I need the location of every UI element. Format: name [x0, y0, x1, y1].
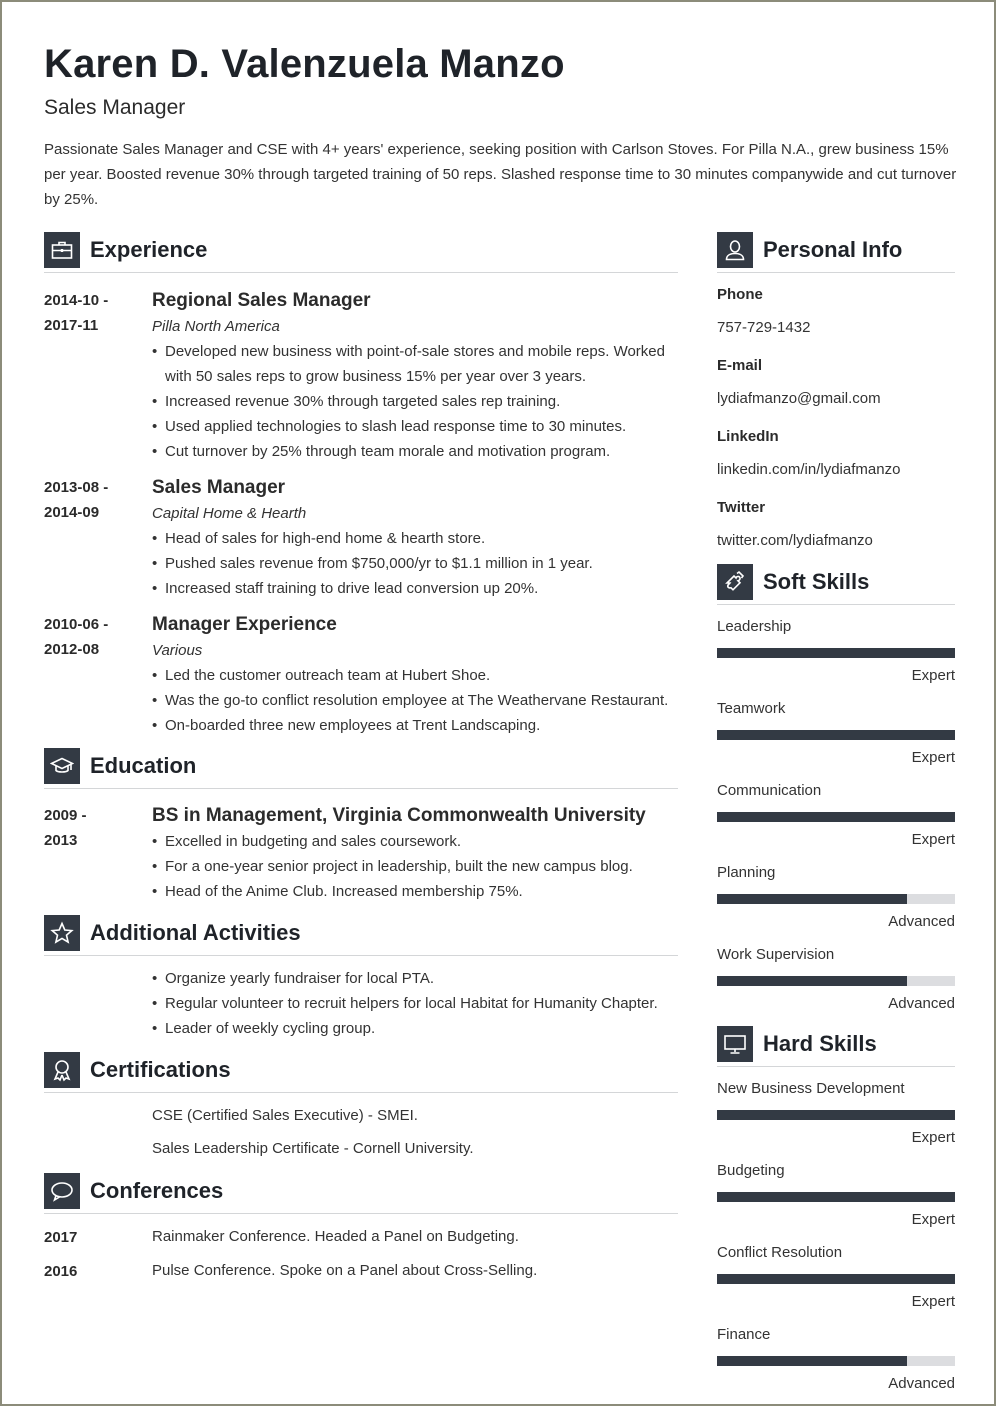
- conferences-title: Conferences: [90, 1177, 224, 1203]
- conferences-section: [44, 1173, 678, 1284]
- summary: Passionate Sales Manager and CSE with 4+ years' experience, seeking position with Carlson Stoves. For Pilla N.A., grew business 15% per year. Boosted revenue 30% through targeted training of 50 reps. Slashed response time to 30 minutes companywide and cut turnover by 25%.: [44, 141, 957, 208]
- activities-entry: [44, 966, 678, 1041]
- phone-value: 757-729-1432: [717, 319, 811, 336]
- experience-title: Experience: [90, 236, 208, 262]
- personal-info-list: [717, 285, 955, 551]
- education-section: [44, 748, 678, 904]
- role-title: Manager Experience: [152, 614, 337, 635]
- skill-level-bar: [717, 1110, 955, 1120]
- skill-row: [717, 945, 955, 1014]
- bullet-item: • Regular volunteer to recruit helpers for local Habitat for Humanity Chapter.: [152, 991, 678, 1016]
- skill-level-label: Advanced: [888, 1375, 955, 1392]
- skill-name: Budgeting: [717, 1162, 785, 1179]
- skill-name: Finance: [717, 1326, 771, 1343]
- hard-skills-header: [717, 1026, 955, 1067]
- star-icon: [44, 915, 80, 951]
- entry-date: [44, 474, 152, 601]
- award-ribbon-icon: [44, 1052, 80, 1088]
- left-column: [44, 232, 678, 1284]
- skill-level-label: Expert: [911, 1129, 955, 1146]
- personal-info-section: [717, 232, 955, 551]
- skill-level-fill: [717, 1192, 955, 1202]
- skill-row: [717, 699, 955, 768]
- speech-bubble-icon: [44, 1173, 80, 1209]
- twitter-value[interactable]: twitter.com/lydiafmanzo: [717, 532, 873, 549]
- date-start: 2009 -: [44, 807, 87, 824]
- skill-row: [717, 781, 955, 850]
- conference-year: 2016: [44, 1263, 78, 1280]
- person-icon: [717, 232, 753, 268]
- skill-name: Leadership: [717, 618, 792, 635]
- skill-level-bar: [717, 894, 955, 904]
- entry-body: [152, 287, 678, 464]
- entry-body: [152, 966, 678, 1041]
- bullet-item: • Was the go-to conflict resolution employee at The Weathervane Restaurant.: [152, 688, 678, 713]
- skill-level-bar: [717, 1356, 955, 1366]
- experience-section: [44, 232, 678, 738]
- organization: Capital Home & Hearth: [152, 505, 307, 522]
- experience-entry: [44, 474, 678, 601]
- soft-skills-title: Soft Skills: [763, 568, 870, 594]
- role-title: Regional Sales Manager: [152, 290, 371, 311]
- education-entry: [44, 802, 678, 904]
- skill-level-bar: [717, 730, 955, 740]
- bullet-item: • On-boarded three new employees at Trent Landscaping.: [152, 713, 678, 738]
- education-header: [44, 748, 678, 789]
- skill-level-label: Advanced: [888, 913, 955, 930]
- entry-date: [44, 287, 152, 464]
- skill-name: Planning: [717, 864, 776, 881]
- certification-item: CSE (Certified Sales Executive) - SMEI.: [152, 1107, 418, 1124]
- activities-section: [44, 915, 678, 1041]
- certifications-title: Certifications: [90, 1056, 231, 1082]
- bullet-list: [152, 829, 678, 904]
- role-title: Sales Manager: [152, 477, 286, 498]
- bullet-item: • Increased staff training to drive lead conversion up 20%.: [152, 576, 678, 601]
- puzzle-piece-icon: [717, 564, 753, 600]
- skill-name: Conflict Resolution: [717, 1244, 843, 1261]
- conference-text: Pulse Conference. Spoke on a Panel about Cross-Selling.: [152, 1262, 538, 1279]
- linkedin-value[interactable]: linkedin.com/in/lydiafmanzo: [717, 461, 901, 478]
- degree-title: BS in Management, Virginia Commonwealth University: [152, 805, 646, 826]
- bullet-item: • Used applied technologies to slash lead response time to 30 minutes.: [152, 414, 678, 439]
- info-item: [717, 285, 955, 338]
- bullet-item: • Head of sales for high-end home & hearth store.: [152, 526, 678, 551]
- bullet-list: [152, 339, 678, 464]
- skill-level-fill: [717, 976, 907, 986]
- experience-entry: [44, 611, 678, 738]
- bullet-item: • Developed new business with point-of-sale stores and mobile reps. Worked with 50 sales reps to grow business 15% per year over 3 years.: [152, 339, 678, 389]
- skill-level-label: Expert: [911, 749, 955, 766]
- skill-level-label: Expert: [911, 831, 955, 848]
- skill-level-bar: [717, 1192, 955, 1202]
- briefcase-icon: [44, 232, 80, 268]
- skill-row: [717, 1161, 955, 1230]
- skill-level-bar: [717, 812, 955, 822]
- bullet-item: • Increased revenue 30% through targeted sales rep training.: [152, 389, 678, 414]
- info-item: [717, 427, 955, 480]
- entry-body: [152, 474, 678, 601]
- entry-date-empty: [44, 1136, 152, 1161]
- job-title: Sales Manager: [44, 96, 186, 119]
- date-start: 2014-10 -: [44, 292, 109, 309]
- skill-level-fill: [717, 1356, 907, 1366]
- skill-name: Work Supervision: [717, 946, 835, 963]
- skill-level-fill: [717, 894, 907, 904]
- skill-name: New Business Development: [717, 1080, 905, 1097]
- bullet-list: [152, 966, 678, 1041]
- bullet-list: [152, 526, 678, 601]
- skill-name: Communication: [717, 782, 822, 799]
- conference-entry: [44, 1224, 678, 1250]
- entry-body: [152, 611, 678, 738]
- info-label: Twitter: [717, 499, 766, 516]
- skill-level-label: Expert: [911, 667, 955, 684]
- date-end: 2013: [44, 832, 78, 849]
- date-start: 2013-08 -: [44, 479, 109, 496]
- hard-skills-title: Hard Skills: [763, 1030, 877, 1056]
- skill-level-label: Advanced: [888, 995, 955, 1012]
- bullet-item: • Pushed sales revenue from $750,000/yr to $1.1 million in 1 year.: [152, 551, 678, 576]
- personal-info-title: Personal Info: [763, 236, 903, 262]
- certification-entry: [44, 1103, 678, 1128]
- personal-info-header: [717, 232, 955, 273]
- skill-row: [717, 1079, 955, 1148]
- hard-skill-list: [717, 1079, 955, 1394]
- certifications-section: [44, 1052, 678, 1161]
- bullet-item: • Organize yearly fundraiser for local PTA.: [152, 966, 678, 991]
- experience-header: [44, 232, 678, 273]
- monitor-icon: [717, 1026, 753, 1062]
- entry-date-empty: [44, 966, 152, 1041]
- certification-entry: [44, 1136, 678, 1161]
- date-end: 2017-11: [44, 317, 99, 334]
- conferences-header: [44, 1173, 678, 1214]
- skill-level-bar: [717, 976, 955, 986]
- skill-row: [717, 1243, 955, 1312]
- skill-level-label: Expert: [911, 1211, 955, 1228]
- entry-date-empty: [44, 1103, 152, 1128]
- email-value[interactable]: lydiafmanzo@gmail.com: [717, 390, 881, 407]
- info-item: [717, 498, 955, 551]
- skill-level-fill: [717, 1274, 955, 1284]
- info-label: Phone: [717, 286, 763, 303]
- soft-skills-header: [717, 564, 955, 605]
- skill-level-bar: [717, 1274, 955, 1284]
- bullet-list: [152, 663, 678, 738]
- activities-header: [44, 915, 678, 956]
- soft-skill-list: [717, 617, 955, 1014]
- skill-level-fill: [717, 812, 955, 822]
- info-label: E-mail: [717, 357, 763, 374]
- education-title: Education: [90, 752, 197, 778]
- right-column: [717, 232, 955, 1394]
- skill-level-bar: [717, 648, 955, 658]
- conference-entry: [44, 1258, 678, 1284]
- conference-year: 2017: [44, 1229, 78, 1246]
- skill-level-fill: [717, 1110, 955, 1120]
- bullet-item: • Excelled in budgeting and sales coursework.: [152, 829, 678, 854]
- info-item: [717, 356, 955, 409]
- soft-skills-section: [717, 564, 955, 1014]
- entry-date: [44, 611, 152, 738]
- skill-level-fill: [717, 730, 955, 740]
- certifications-header: [44, 1052, 678, 1093]
- date-start: 2010-06 -: [44, 616, 109, 633]
- candidate-name: Karen D. Valenzuela Manzo: [44, 42, 565, 86]
- skill-row: [717, 1325, 955, 1394]
- skill-level-fill: [717, 648, 955, 658]
- date-end: 2014-09: [44, 504, 100, 521]
- graduation-cap-icon: [44, 748, 80, 784]
- skill-level-label: Expert: [911, 1293, 955, 1310]
- certification-item: Sales Leadership Certificate - Cornell University.: [152, 1140, 474, 1157]
- hard-skills-section: [717, 1026, 955, 1394]
- date-end: 2012-08: [44, 641, 100, 658]
- skill-row: [717, 863, 955, 932]
- experience-entry: [44, 287, 678, 464]
- skill-name: Teamwork: [717, 700, 786, 717]
- entry-date: [44, 802, 152, 904]
- bullet-item: • Led the customer outreach team at Hubert Shoe.: [152, 663, 678, 688]
- bullet-item: • Cut turnover by 25% through team morale and motivation program.: [152, 439, 678, 464]
- organization: Pilla North America: [152, 318, 280, 335]
- info-label: LinkedIn: [717, 428, 779, 445]
- skill-row: [717, 617, 955, 686]
- bullet-item: • Head of the Anime Club. Increased membership 75%.: [152, 879, 678, 904]
- activities-title: Additional Activities: [90, 919, 301, 945]
- entry-body: [152, 802, 678, 904]
- bullet-item: • Leader of weekly cycling group.: [152, 1016, 678, 1041]
- conference-text: Rainmaker Conference. Headed a Panel on Budgeting.: [152, 1228, 519, 1245]
- organization: Various: [152, 642, 203, 659]
- bullet-item: • For a one-year senior project in leadership, built the new campus blog.: [152, 854, 678, 879]
